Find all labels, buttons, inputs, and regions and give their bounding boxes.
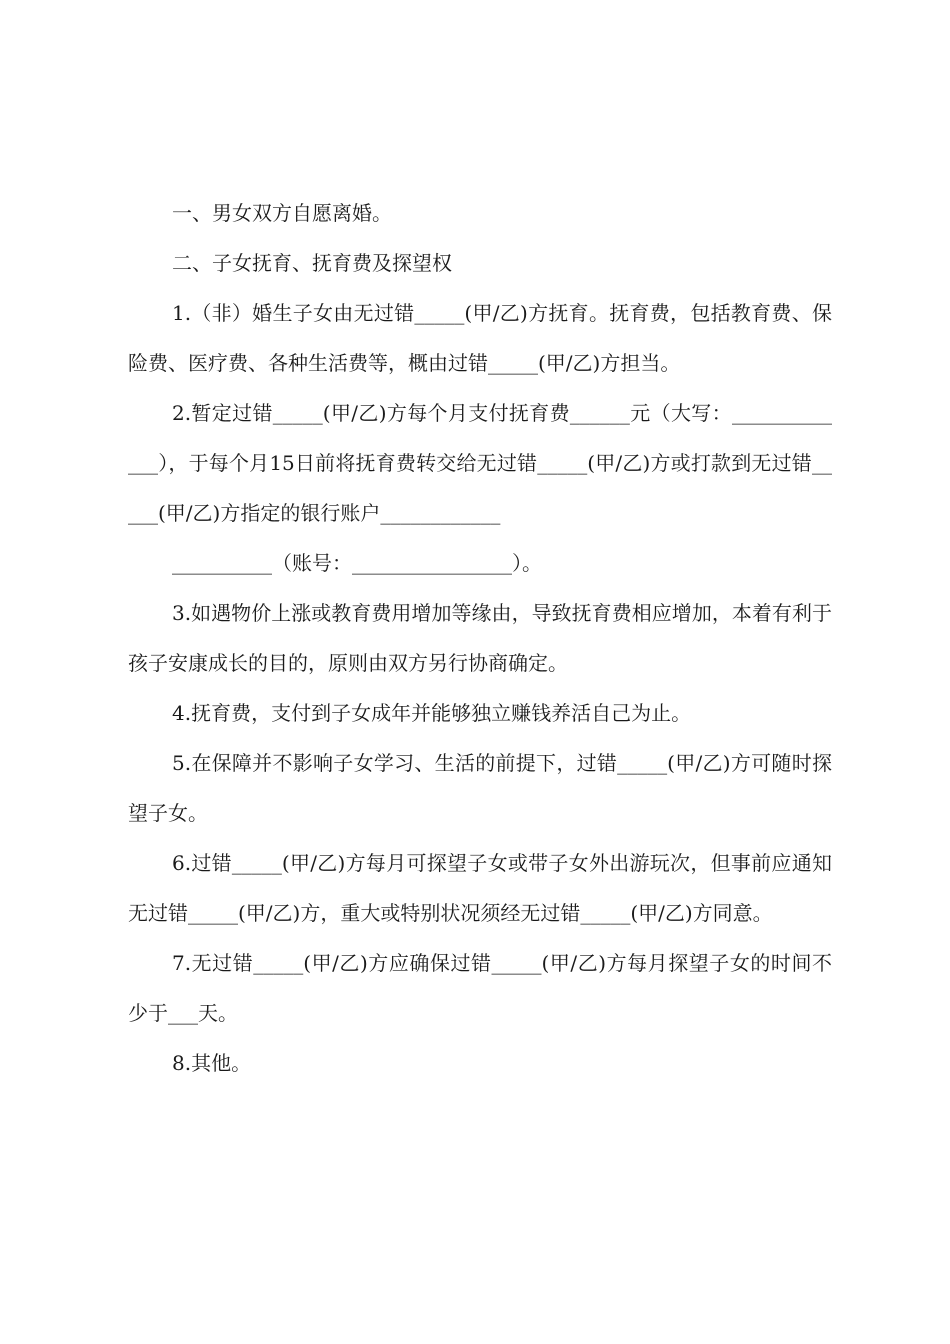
clause-6-visitation-frequency: 6.过错_____(甲/乙)方每月可探望子女或带子女外出游玩次，但事前应通知无过错_____(甲/乙)方，重大或特别状况须经无过错_____(甲/乙)方同意。 — [128, 851, 832, 925]
clause-2-support-payment: 2.暂定过错_____(甲/乙)方每个月支付抚育费______元（大写：_____________），于每个月15日前将抚育费转交给无过错_____(甲/乙)方或打款到无过错_____(甲/乙)方指定的银行账户____________ — [128, 401, 832, 525]
clause-3-price-increase: 3.如遇物价上涨或教育费用增加等缘由，导致抚育费相应增加，本着有利于孩子安康成长的目的，原则由双方另行协商确定。 — [128, 601, 832, 675]
clause-1-custody: 1.（非）婚生子女由无过错_____(甲/乙)方抚育。抚育费，包括教育费、保险费、医疗费、各种生活费等，概由过错_____(甲/乙)方担当。 — [128, 301, 832, 375]
clause-voluntary-divorce: 一、男女双方自愿离婚。 — [172, 201, 392, 225]
clause-4-support-duration: 4.抚育费，支付到子女成年并能够独立赚钱养活自己为止。 — [172, 701, 692, 725]
clause-2-account-line: __________（账号：________________）。 — [172, 551, 542, 575]
clause-5-visitation: 5.在保障并不影响子女学习、生活的前提下，过错_____(甲/乙)方可随时探望子女。 — [128, 751, 832, 825]
clause-8-other: 8.其他。 — [172, 1051, 252, 1075]
document-page — [128, 188, 832, 1088]
clause-7-visitation-time: 7.无过错_____(甲/乙)方应确保过错_____(甲/乙)方每月探望子女的时间不少于___天。 — [128, 951, 832, 1025]
section-heading-child-custody: 二、子女抚育、抚育费及探望权 — [172, 251, 452, 275]
